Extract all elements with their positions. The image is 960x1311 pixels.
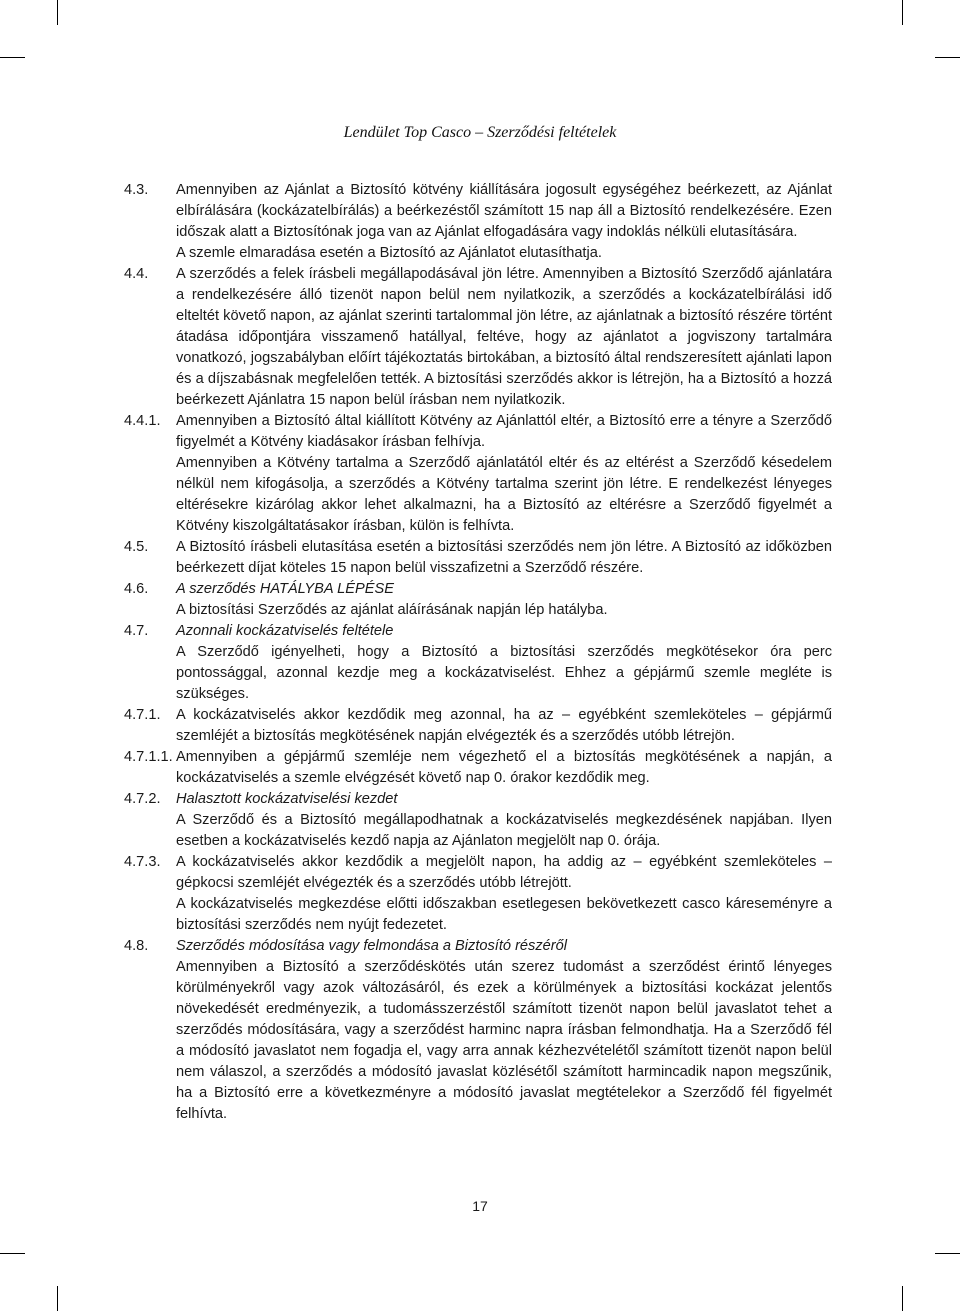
section-4-7-3	[124, 852, 832, 936]
section-number: 4.4.	[124, 266, 149, 282]
crop-mark	[57, 0, 58, 25]
section-heading: Halasztott kockázatviselési kezdet	[176, 791, 398, 807]
crop-mark	[57, 1286, 58, 1311]
section-4-7-1	[124, 705, 832, 747]
section-number: 4.7.1.1.	[124, 749, 173, 765]
section-number: 4.6.	[124, 581, 149, 597]
section-number: 4.4.1.	[124, 413, 161, 429]
section-number: 4.3.	[124, 182, 149, 198]
section-heading: A szerződés HATÁLYBA LÉPÉSE	[176, 581, 394, 597]
section-4-7	[124, 621, 832, 705]
section-number: 4.7.2.	[124, 791, 161, 807]
section-paragraph: A szerződés a felek írásbeli megállapodásával jön létre. Amennyiben a Biztosító Szerződő ajánlatára a rendelkezésére álló tizenöt napon belül nem nyilatkozik, a szerződés a kockázatelbírálási idő elteltét követő napon, az ajánlat szerinti tartalommal jön létre, az ajánlatnak a biztosító részére történt átadása időpontjára visszamenő hatállyal, feltéve, hogy az ajánlatot a jogviszony tartalmára vonatkozó, jogszabályban előírt tájékoztatás birtokában, a biztosító által rendszeresített ajánlati lapon és a díjszabásnak megfelelően tették. A biztosítási szerződés akkor is létrejön, ha a Biztosító a hozzá beérkezett Ajánlatra 15 napon belül írásban nem nyilatkozik.	[176, 266, 832, 408]
section-paragraph: A Biztosító írásbeli elutasítása esetén a biztosítási szerződés nem jön létre. A Biztosító az időközben beérkezett díjat köteles 15 napon belül visszafizetni a Szerződő részére.	[176, 539, 832, 576]
page-number: 17	[472, 1198, 488, 1214]
section-paragraph: Amennyiben a gépjármű szemléje nem végezhető el a biztosítás megkötésének a napján, a kockázatviselés a szemle elvégzését követő nap 0. órakor kezdődik meg.	[176, 749, 832, 786]
section-number: 4.7.	[124, 623, 149, 639]
section-4-3	[124, 180, 832, 264]
section-number: 4.7.3.	[124, 854, 161, 870]
section-paragraph: Amennyiben a Biztosító a szerződéskötés után szerez tudomást a szerződést érintő lényeges körülményekről vagy azok változásáról, és ezek a körülmények a biztosítási kockázat jelentős növekedését eredményezik, a tudomásszerzéstől számított tizenöt napon belül javaslatot tehet a szerződés módosítására, vagy a szerződést harminc napra írásban felmondhatja. Ha a Szerződő fél a módosító javaslatot nem fogadja el, vagy arra annak kézhezvételétől számított tizenöt napon belül nem válaszol, a szerződés a módosító javaslat közlésétől számított harmincadik napon megszűnik, ha a Biztosító erre a következményre a módosító javaslat megtételekor a Szerződő fél figyelmét felhívta.	[176, 959, 832, 1122]
section-4-8	[124, 936, 832, 1125]
page-header-title: Lendület Top Casco – Szerződési feltételek	[343, 124, 617, 141]
crop-mark	[935, 57, 960, 58]
section-4-6	[124, 579, 832, 621]
section-heading: Szerződés módosítása vagy felmondása a Biztosító részéről	[176, 938, 567, 954]
section-4-7-2	[124, 789, 832, 852]
section-4-7-1-1	[124, 747, 832, 789]
section-paragraph: A Szerződő igényelheti, hogy a Biztosító a biztosítási szerződés megkötésekor óra perc pontossággal, azonnal kezdje meg a kockázatviselést. Ehhez a gépjármű szemle megléte is szükséges.	[176, 644, 832, 702]
section-paragraph: Amennyiben az Ajánlat a Biztosító kötvény kiállítására jogosult egységéhez beérkezett, az Ajánlat elbírálására (kockázatelbírálás) a beérkezéstől számított 15 nap áll a Biztosító rendelkezésére. Ezen időszak alatt a Biztosítónak joga van az Ajánlat elfogadására vagy indoklás nélküli elutasítására.	[176, 182, 832, 240]
section-paragraph: A szemle elmaradása esetén a Biztosító az Ajánlatot elutasíthatja.	[176, 245, 602, 261]
crop-mark	[902, 1286, 903, 1311]
document-body	[124, 180, 832, 1125]
crop-mark	[935, 1253, 960, 1254]
section-paragraph: A kockázatviselés akkor kezdődik a megjelölt napon, ha addig az – egyébként szemleköteles – gépkocsi szemléjét elvégezték és a szerződés utóbb létrejött.	[176, 854, 832, 891]
section-number: 4.7.1.	[124, 707, 161, 723]
section-heading: Azonnali kockázatviselés feltétele	[176, 623, 394, 639]
section-paragraph: Amennyiben a Kötvény tartalma a Szerződő ajánlatától eltér és az eltérést a Szerződő késedelem nélkül nem kifogásolja, a szerződés a Kötvény tartalma szerint jön létre. E rendelkezést lényeges eltérésekre kizárólag akkor lehet alkalmazni, ha a Biztosító az eltérésre a Szerződő figyelmét a Kötvény kiszolgáltatásakor írásban, külön is felhívta.	[176, 455, 832, 534]
section-paragraph: Amennyiben a Biztosító által kiállított Kötvény az Ajánlattól eltér, a Biztosító erre a tényre a Szerződő figyelmét a Kötvény kiadásakor írásban felhívja.	[176, 413, 832, 450]
section-4-4	[124, 264, 832, 411]
crop-mark	[0, 1253, 25, 1254]
section-paragraph: A kockázatviselés megkezdése előtti időszakban esetlegesen bekövetkezett casco káreseményre a biztosítási szerződés nem nyújt fedezetet.	[176, 896, 832, 933]
section-4-4-1	[124, 411, 832, 537]
section-paragraph: A biztosítási Szerződés az ajánlat aláírásának napján lép hatályba.	[176, 602, 608, 618]
section-paragraph: A Szerződő és a Biztosító megállapodhatnak a kockázatviselés megkezdésének napjában. Ilyen esetben a kockázatviselés kezdő napja az Ajánlaton megjelölt nap 0. órája.	[176, 812, 832, 849]
section-4-5	[124, 537, 832, 579]
crop-mark	[902, 0, 903, 25]
section-paragraph: A kockázatviselés akkor kezdődik meg azonnal, ha az – egyébként szemleköteles – gépjármű szemléjét a biztosítás megkötésének napján elvégezték és a szerződés utóbb létrejön.	[176, 707, 832, 744]
section-number: 4.8.	[124, 938, 149, 954]
section-number: 4.5.	[124, 539, 149, 555]
crop-mark	[0, 57, 25, 58]
